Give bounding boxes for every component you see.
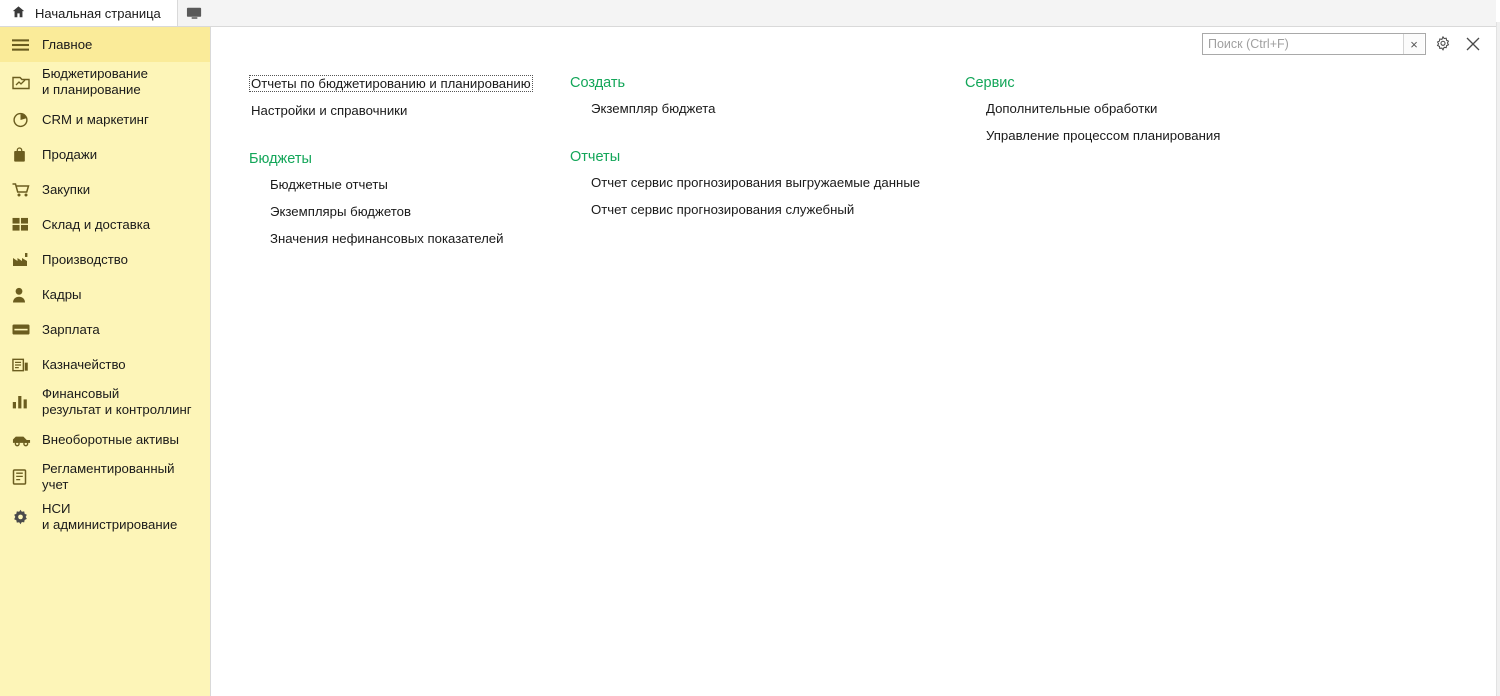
tab-extra-button[interactable] (178, 0, 211, 26)
link-row (236, 75, 556, 102)
link-row (952, 100, 1352, 127)
top-bar-filler (211, 0, 1500, 26)
sidebar-item-warehouse[interactable] (0, 207, 210, 242)
sidebar-item-main[interactable] (0, 27, 210, 62)
assets-icon (12, 433, 36, 447)
scrollbar-top-cap (1496, 0, 1500, 22)
link-forecast-service-utility-report[interactable]: Отчет сервис прогнозирования служебный (591, 202, 855, 217)
link-additional-processing[interactable]: Дополнительные обработки (986, 101, 1158, 116)
production-icon (12, 252, 36, 267)
sidebar-item-label: НСИ и администрирование (42, 501, 178, 532)
budget-icon (12, 75, 36, 90)
column-budgets (236, 75, 556, 279)
group-title: Отчеты (570, 149, 621, 165)
sidebar-item-label: Регламентированный учет (42, 461, 175, 492)
group-service (952, 75, 1352, 154)
group-title: Создать (570, 75, 626, 91)
sidebar-item-label: CRM и маркетинг (42, 111, 149, 127)
sidebar-item-payroll[interactable] (0, 312, 210, 347)
home-icon (11, 5, 26, 22)
sidebar-item-label: Финансовый результат и контроллинг (42, 386, 192, 417)
close-button[interactable] (1460, 33, 1486, 55)
sidebar-item-treasury[interactable] (0, 347, 210, 382)
sidebar-item-sales[interactable] (0, 137, 210, 172)
sidebar-item-noncurrent-assets[interactable] (0, 422, 210, 457)
sidebar (0, 27, 211, 696)
link-create-budget-instance[interactable]: Экземпляр бюджета (591, 101, 716, 116)
sidebar-item-label: Производство (42, 251, 128, 267)
monitor-icon (186, 6, 203, 20)
sidebar-item-hr[interactable] (0, 277, 210, 312)
sidebar-item-label: Бюджетирование и планирование (42, 66, 148, 97)
sidebar-item-label: Продажи (42, 146, 98, 162)
sidebar-item-production[interactable] (0, 242, 210, 277)
group-title: Бюджеты (249, 151, 312, 167)
menu-icon (12, 38, 36, 52)
sidebar-item-label: Главное (42, 36, 93, 52)
vertical-scrollbar[interactable] (1496, 0, 1500, 696)
link-row (952, 127, 1352, 154)
treasury-icon (12, 357, 36, 373)
close-icon (1466, 37, 1480, 51)
main-content (212, 27, 1500, 696)
group-create (557, 75, 937, 127)
sidebar-item-crm[interactable] (0, 102, 210, 137)
link-row (236, 230, 556, 257)
settings-button[interactable] (1430, 33, 1456, 55)
top-bar (0, 0, 1500, 27)
sidebar-item-nsi-administration[interactable] (0, 497, 210, 537)
link-row (557, 174, 937, 201)
sidebar-item-regulated-accounting[interactable] (0, 457, 210, 497)
link-row (557, 201, 937, 228)
link-row (557, 100, 937, 127)
tab-home[interactable] (0, 0, 178, 26)
search-input[interactable] (1203, 34, 1403, 54)
person-icon (12, 287, 36, 303)
chart-icon (12, 395, 36, 409)
book-icon (12, 469, 36, 485)
tab-home-label: Начальная страница (35, 5, 161, 21)
link-budget-planning-reports[interactable]: Отчеты по бюджетированию и планированию (251, 76, 531, 91)
group-budgets (236, 151, 556, 257)
sidebar-item-label: Кадры (42, 286, 82, 302)
warehouse-icon (12, 217, 36, 232)
gear-icon (1435, 36, 1451, 52)
link-row (236, 176, 556, 203)
link-nonfinancial-indicator-values[interactable]: Значения нефинансовых показателей (270, 231, 504, 246)
group-untitled (236, 75, 556, 129)
link-budget-instances[interactable]: Экземпляры бюджетов (270, 204, 411, 219)
link-budget-reports[interactable]: Бюджетные отчеты (270, 177, 388, 192)
sidebar-item-budgeting[interactable] (0, 62, 210, 102)
sidebar-item-purchases[interactable] (0, 172, 210, 207)
search-row (1202, 33, 1486, 55)
link-settings-and-catalogs[interactable]: Настройки и справочники (251, 103, 408, 118)
search-clear-button[interactable]: × (1403, 34, 1424, 54)
sidebar-item-label: Закупки (42, 181, 91, 197)
sidebar-item-financial-result[interactable] (0, 382, 210, 422)
payroll-icon (12, 323, 36, 336)
group-reports (557, 149, 937, 228)
column-service (952, 75, 1352, 176)
link-row (236, 203, 556, 230)
crm-icon (12, 112, 36, 128)
sidebar-item-label: Казначейство (42, 356, 126, 372)
purchase-cart-icon (12, 182, 36, 198)
sales-icon (12, 147, 36, 163)
link-planning-process-management[interactable]: Управление процессом планирования (986, 128, 1221, 143)
sidebar-item-label: Зарплата (42, 321, 100, 337)
sidebar-item-label: Внеоборотные активы (42, 431, 179, 447)
link-forecast-service-exported-data-report[interactable]: Отчет сервис прогнозирования выгружаемые данные (591, 175, 921, 190)
group-title: Сервис (965, 75, 1015, 91)
sidebar-item-label: Склад и доставка (42, 216, 151, 232)
column-create-reports (557, 75, 937, 250)
link-row (236, 102, 556, 129)
search-box[interactable] (1202, 33, 1426, 55)
gear-icon (12, 509, 36, 526)
